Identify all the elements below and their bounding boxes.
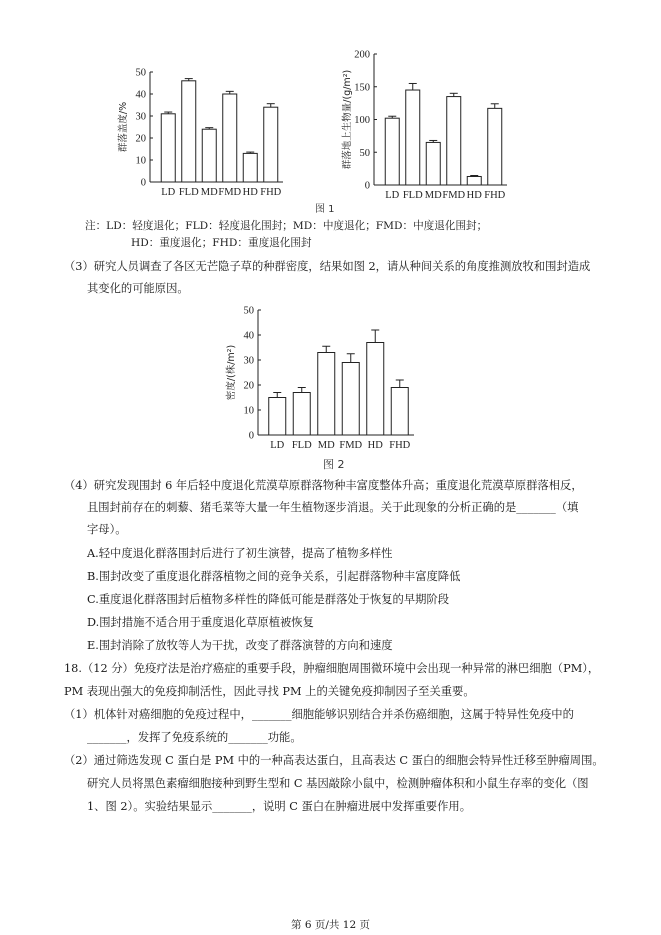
y-axis-label: 群落盖度/%: [118, 101, 129, 153]
x-tick-label: LD: [161, 187, 176, 198]
page-footer: 第 6 页/共 12 页: [291, 919, 370, 931]
y-tick-label: 0: [364, 180, 370, 192]
bar: [406, 90, 420, 185]
x-tick-label: HD: [367, 440, 383, 451]
chart-coverage-svg: [118, 62, 318, 202]
q4-line-1: （4）研究发现围封 6 年后轻中度退化荒漠草原群落物种丰富度整体升高；重度退化荒漠草原群落相反，: [64, 479, 583, 492]
q18-2-line-2: 研究人员将黑色素瘤细胞接种到野生型和 C 基因敲除小鼠中，检测肿瘤体积和小鼠生存率的变化（图: [87, 777, 589, 790]
option-c: C.重度退化群落围封后植物多样性的降低可能是群落处于恢复的早期阶段: [87, 593, 450, 606]
y-tick-label: 40: [243, 330, 254, 342]
note-line-2: HD：重度退化；FHD：重度退化围封: [131, 237, 312, 249]
q18-1-line-2: _______，发挥了免疫系统的_______功能。: [87, 731, 302, 744]
y-tick-label: 20: [135, 133, 146, 145]
y-tick-label: 40: [135, 89, 146, 101]
y-tick-label: 10: [243, 405, 254, 417]
bar: [223, 94, 237, 182]
chart-density: [214, 300, 454, 464]
y-tick-label: 20: [243, 380, 254, 392]
y-tick-label: 10: [135, 155, 146, 167]
y-tick-label: 50: [243, 305, 254, 317]
bar: [264, 107, 278, 182]
fig2-caption: 图 2: [323, 458, 345, 471]
q4-line-2: 且围封前存在的刺藜、猪毛菜等大量一年生植物逐步消退。关于此现象的分析正确的是_______（填: [87, 501, 579, 514]
q4-line-3: 字母）。: [87, 523, 127, 536]
bar: [447, 97, 461, 185]
y-tick-label: 30: [135, 111, 146, 123]
x-tick-label: HD: [466, 190, 482, 201]
y-tick-label: 200: [354, 49, 370, 61]
bar: [318, 353, 335, 436]
chart-density-svg: [214, 300, 454, 460]
x-tick-label: FMD: [442, 190, 466, 201]
q18-2-line-1: （2）通过筛选发现 C 蛋白是 PM 中的一种高表达蛋白，且高表达 C 蛋白的细胞会特异性迁移至肿瘤周围。: [64, 754, 604, 767]
y-tick-label: 150: [354, 82, 370, 94]
q18-2-line-3: 1、图 2）。实验结果显示_______，说明 C 蛋白在肿瘤进展中发挥重要作用。: [87, 800, 471, 813]
x-tick-label: MD: [200, 187, 218, 198]
x-tick-label: LD: [270, 440, 285, 451]
x-tick-label: FHD: [260, 187, 282, 198]
q3-line-2: 其变化的可能原因。: [87, 282, 189, 295]
option-b: B.围封改变了重度退化群落植物之间的竞争关系，引起群落物种丰富度降低: [87, 570, 461, 583]
chart-biomass: [330, 44, 540, 206]
x-tick-label: HD: [242, 187, 258, 198]
x-tick-label: FMD: [339, 440, 363, 451]
y-tick-label: 0: [140, 177, 146, 189]
x-tick-label: FHD: [484, 190, 506, 201]
q18-1-line-1: （1）机体针对癌细胞的免疫过程中，_______细胞能够识别结合并杀伤癌细胞，这属于特异性免疫中的: [64, 708, 574, 721]
y-axis-label: 密度/(株/m²): [226, 344, 237, 401]
bar: [367, 343, 384, 436]
note-line-1: 注：LD：轻度退化；FLD：轻度退化围封；MD：中度退化；FMD：中度退化围封；: [85, 220, 488, 232]
x-tick-label: LD: [385, 190, 400, 201]
y-tick-label: 50: [359, 147, 370, 159]
chart-coverage: [118, 62, 318, 206]
bar: [467, 176, 481, 185]
bar: [426, 142, 440, 185]
x-tick-label: MD: [424, 190, 442, 201]
y-tick-label: 0: [248, 430, 254, 442]
q18-line-2: PM 表现出强大的免疫抑制活性，因此寻找 PM 上的关键免疫抑制因子至关重要。: [64, 685, 475, 698]
option-e: E.围封消除了放牧等人为干扰，改变了群落演替的方向和速度: [87, 639, 393, 652]
x-tick-label: FLD: [178, 187, 199, 198]
option-d: D.围封措施不适合用于重度退化草原植被恢复: [87, 616, 314, 629]
x-tick-label: FLD: [291, 440, 312, 451]
chart-biomass-svg: [330, 44, 540, 202]
x-tick-label: FHD: [389, 440, 411, 451]
bar: [293, 393, 310, 436]
bar: [342, 363, 359, 436]
y-axis-label: 群落地上生物量/(g/m²): [342, 69, 353, 170]
bar: [202, 129, 216, 182]
bar: [391, 388, 408, 436]
y-tick-label: 100: [354, 115, 370, 126]
x-tick-label: FMD: [218, 187, 242, 198]
x-tick-label: FLD: [402, 190, 423, 201]
y-tick-label: 50: [135, 67, 146, 79]
bar: [385, 118, 399, 185]
q3-line-1: （3）研究人员调查了各区无芒隐子草的种群密度，结果如图 2，请从种间关系的角度推测放牧和围封造成: [64, 260, 591, 273]
y-tick-label: 30: [243, 355, 254, 367]
fig1-caption: 图 1: [315, 204, 335, 215]
bar: [269, 398, 286, 436]
q18-line-1: 18.（12 分）免疫疗法是治疗癌症的重要手段，肿瘤细胞周围微环境中会出现一种异常的淋巴细胞（PM），: [64, 662, 600, 675]
bar: [488, 108, 502, 185]
option-a: A.轻中度退化群落围封后进行了初生演替，提高了植物多样性: [87, 547, 393, 560]
bar: [182, 81, 196, 182]
bar: [243, 153, 257, 182]
bar: [161, 114, 175, 182]
x-tick-label: MD: [317, 440, 335, 451]
